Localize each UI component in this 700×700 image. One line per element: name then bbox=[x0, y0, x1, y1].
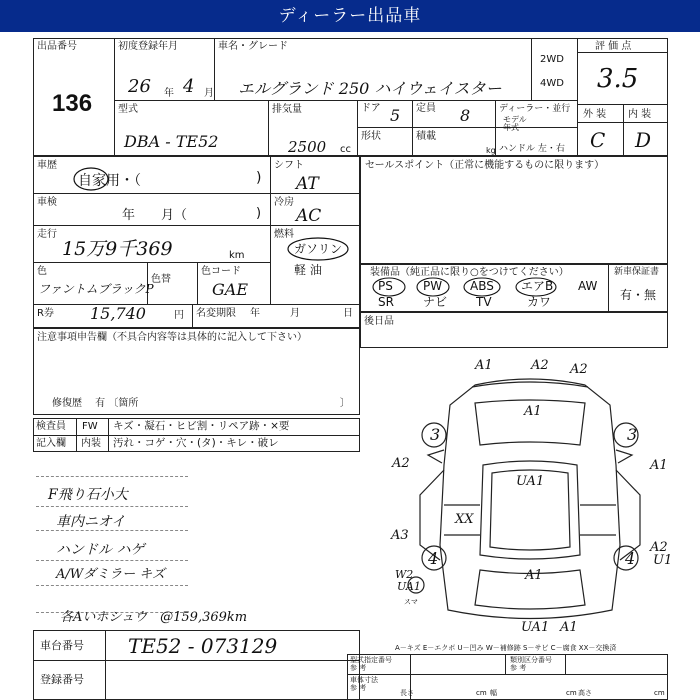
width-unit: cm bbox=[566, 689, 577, 697]
cert-section bbox=[347, 654, 668, 700]
sales-point-section bbox=[360, 156, 668, 264]
chassis-no-value: TE52 - 073129 bbox=[128, 634, 278, 658]
mark-spare-w2: W2 bbox=[395, 568, 414, 581]
equip-airbag: エアB bbox=[521, 279, 554, 293]
mark-rr-wheel: 4 bbox=[625, 549, 636, 568]
mileage-value: 15万9千369 bbox=[62, 238, 173, 260]
lot-no-value: 136 bbox=[52, 90, 93, 117]
reg-no-label: 登録番号 bbox=[40, 673, 84, 686]
displacement-value: 2500 bbox=[288, 138, 327, 156]
equip-aw: AW bbox=[578, 279, 598, 293]
note-3: ハンドル ハゲ bbox=[56, 542, 145, 558]
height-label: 高さ bbox=[578, 689, 592, 697]
mark-right-a2: A2 bbox=[650, 540, 668, 555]
entry-label: 記入欄 bbox=[36, 438, 66, 449]
equip-navi: ナビ bbox=[423, 295, 448, 309]
width-label: 幅 bbox=[490, 689, 497, 697]
fuel-circle bbox=[286, 236, 350, 262]
yen-unit: 円 bbox=[174, 310, 184, 321]
interior-row-label: 内装 bbox=[81, 438, 101, 449]
recycle-label: R券 bbox=[37, 308, 54, 319]
model-type-value: DBA - TE52 bbox=[124, 132, 219, 151]
mark-front-a1: A1 bbox=[475, 358, 493, 373]
mark-fl-wheel: 3 bbox=[430, 425, 441, 444]
fuel-label: 燃料 bbox=[274, 229, 294, 240]
shift-value: AT bbox=[296, 174, 319, 194]
color-change-label: 色替 bbox=[151, 274, 171, 285]
doors-label: ドア bbox=[361, 103, 381, 114]
chassis-no-label: 車台番号 bbox=[40, 639, 84, 652]
length-unit: cm bbox=[476, 689, 487, 697]
ac-value: AC bbox=[296, 206, 322, 226]
load-label: 積載 bbox=[416, 131, 436, 142]
inspection-label: 車検 bbox=[37, 197, 57, 208]
inspection-value: 年 月（ bbox=[122, 208, 188, 223]
after-parts-label: 後日品 bbox=[364, 316, 394, 327]
mark-front-a2b: A2 bbox=[570, 362, 588, 377]
fw-label: FW bbox=[82, 421, 98, 432]
displacement-label: 排気量 bbox=[272, 104, 302, 115]
deadline-year: 年 bbox=[250, 308, 260, 319]
equip-abs: ABS bbox=[470, 279, 494, 293]
equip-sr: SR bbox=[378, 295, 394, 309]
history-label: 車歴 bbox=[37, 160, 57, 171]
drive-2wd-label: 2WD bbox=[540, 54, 564, 65]
equip-pw: PW bbox=[423, 279, 443, 293]
defects-bottom: 汚れ・コゲ・穴・(タ)・キレ・破レ bbox=[113, 437, 279, 449]
equipment-circles bbox=[370, 276, 570, 298]
shape-label: 形状 bbox=[361, 131, 381, 142]
mark-rear-a1: A1 bbox=[525, 568, 543, 583]
mark-fr-wheel: 3 bbox=[627, 425, 638, 444]
km-unit: km bbox=[229, 250, 245, 261]
mark-spare-ua1: UA1 bbox=[397, 580, 421, 593]
color-value: ファントムブラックP bbox=[38, 282, 154, 296]
notices-label: 注意事項申告欄（不具合内容等は具体的に記入して下さい） bbox=[37, 332, 307, 343]
deadline-month: 月 bbox=[290, 308, 300, 319]
color-code-label: 色コード bbox=[201, 266, 241, 277]
history-value: 自家用・（ bbox=[78, 173, 141, 189]
year-mark-1: 年 bbox=[164, 88, 174, 99]
fuel-gas: ガソリン bbox=[294, 242, 343, 256]
color-label: 色 bbox=[37, 266, 47, 277]
cc-unit: cc bbox=[340, 144, 351, 155]
model-year-label: モデル 年式 bbox=[503, 115, 527, 132]
steering-label: ハンドル 左・右 bbox=[499, 144, 565, 154]
class-no-label: 類別区分番号 参 考 bbox=[510, 656, 552, 672]
mark-left-a3: A3 bbox=[391, 528, 409, 543]
sales-point-label: セールスポイント（正常に機能するものに限ります） bbox=[365, 160, 605, 171]
page-header: ディーラー出品車 bbox=[0, 0, 700, 32]
height-unit: cm bbox=[654, 689, 665, 697]
mark-right-u1: U1 bbox=[653, 553, 673, 568]
warranty-options: 有・無 bbox=[620, 288, 657, 302]
month-mark-1: 月 bbox=[204, 88, 214, 99]
equip-ps: PS bbox=[378, 279, 393, 293]
first-reg-month: 4 bbox=[183, 76, 195, 97]
note-2: 車内ニオイ bbox=[56, 514, 126, 530]
mark-hood-a1: A1 bbox=[524, 404, 542, 419]
mark-rear-a1b: A1 bbox=[560, 620, 578, 635]
type-cert-label: 型式指定番号 参 考 bbox=[350, 656, 392, 672]
length-label: 長さ bbox=[400, 689, 414, 697]
car-diagram bbox=[380, 355, 680, 640]
score-value: 3.5 bbox=[597, 64, 639, 94]
exterior-grade: C bbox=[590, 128, 606, 152]
drive-4wd-label: 4WD bbox=[540, 78, 564, 89]
mark-rear-ua1: UA1 bbox=[521, 620, 550, 635]
exterior-label: 外 装 bbox=[583, 109, 607, 120]
first-reg-year: 26 bbox=[128, 76, 151, 97]
equipment-label: 装備品（純正品に限り○をつけてください） bbox=[370, 267, 569, 278]
deadline-day: 日 bbox=[343, 308, 353, 319]
interior-label: 内 装 bbox=[628, 109, 652, 120]
equip-tv: TV bbox=[476, 295, 492, 309]
color-code-value: GAE bbox=[212, 280, 249, 299]
kg-unit: kg bbox=[486, 146, 496, 155]
car-name-label: 車名・グレード bbox=[218, 41, 288, 52]
mark-rl-wheel: 4 bbox=[428, 549, 439, 568]
after-parts-section bbox=[360, 312, 668, 348]
name-deadline-label: 名変期限 bbox=[196, 308, 236, 319]
dims-label: 車体寸法 参 考 bbox=[350, 676, 378, 692]
inspector-label: 検査員 bbox=[36, 421, 66, 432]
shift-label: シフト bbox=[274, 160, 304, 171]
mileage-label: 走行 bbox=[37, 229, 57, 240]
recycle-value: 15,740 bbox=[90, 304, 146, 323]
mark-right-a1: A1 bbox=[650, 458, 668, 473]
spare-label: スマ bbox=[404, 598, 418, 606]
note-4: A/Wダミラー キズ bbox=[56, 567, 166, 582]
repair-history-label: 修復歴 有 〔箇所 bbox=[52, 398, 139, 409]
equip-leather: カワ bbox=[527, 295, 552, 309]
mark-left-a2: A2 bbox=[392, 456, 410, 471]
new-warranty-label: 新車保証書 bbox=[614, 267, 660, 277]
capacity-value: 8 bbox=[460, 106, 471, 125]
history-circle bbox=[72, 166, 110, 192]
defects-top: キズ・凝石・ヒビ割・リペア跡・×要 bbox=[113, 420, 290, 432]
note-1: F飛り石小大 bbox=[48, 487, 128, 503]
car-name-value: エルグランド 250 ハイウェイスター bbox=[238, 79, 502, 98]
lot-no-label: 出品番号 bbox=[37, 41, 77, 52]
first-reg-label: 初度登録年月 bbox=[118, 41, 178, 52]
diagram-legend: A－キズ E－エクボ U－凹み W－補修跡 S－サビ C－腐食 XX－交換済 bbox=[395, 644, 617, 652]
doors-value: 5 bbox=[390, 106, 401, 125]
mark-roof-ua1: UA1 bbox=[516, 474, 545, 489]
note-5: 各Aいホシュウ @159,369km bbox=[60, 610, 248, 625]
capacity-label: 定員 bbox=[416, 103, 436, 114]
dealer-label: ディーラー・並行 bbox=[499, 104, 571, 114]
mark-front-a2: A2 bbox=[531, 358, 549, 373]
score-label: 評 価 点 bbox=[595, 41, 632, 52]
interior-grade: D bbox=[635, 128, 652, 152]
mark-left-xx: XX bbox=[455, 512, 474, 527]
model-type-label: 型式 bbox=[118, 104, 138, 115]
fuel-diesel: 軽 油 bbox=[294, 263, 322, 277]
ac-label: 冷房 bbox=[274, 197, 294, 208]
